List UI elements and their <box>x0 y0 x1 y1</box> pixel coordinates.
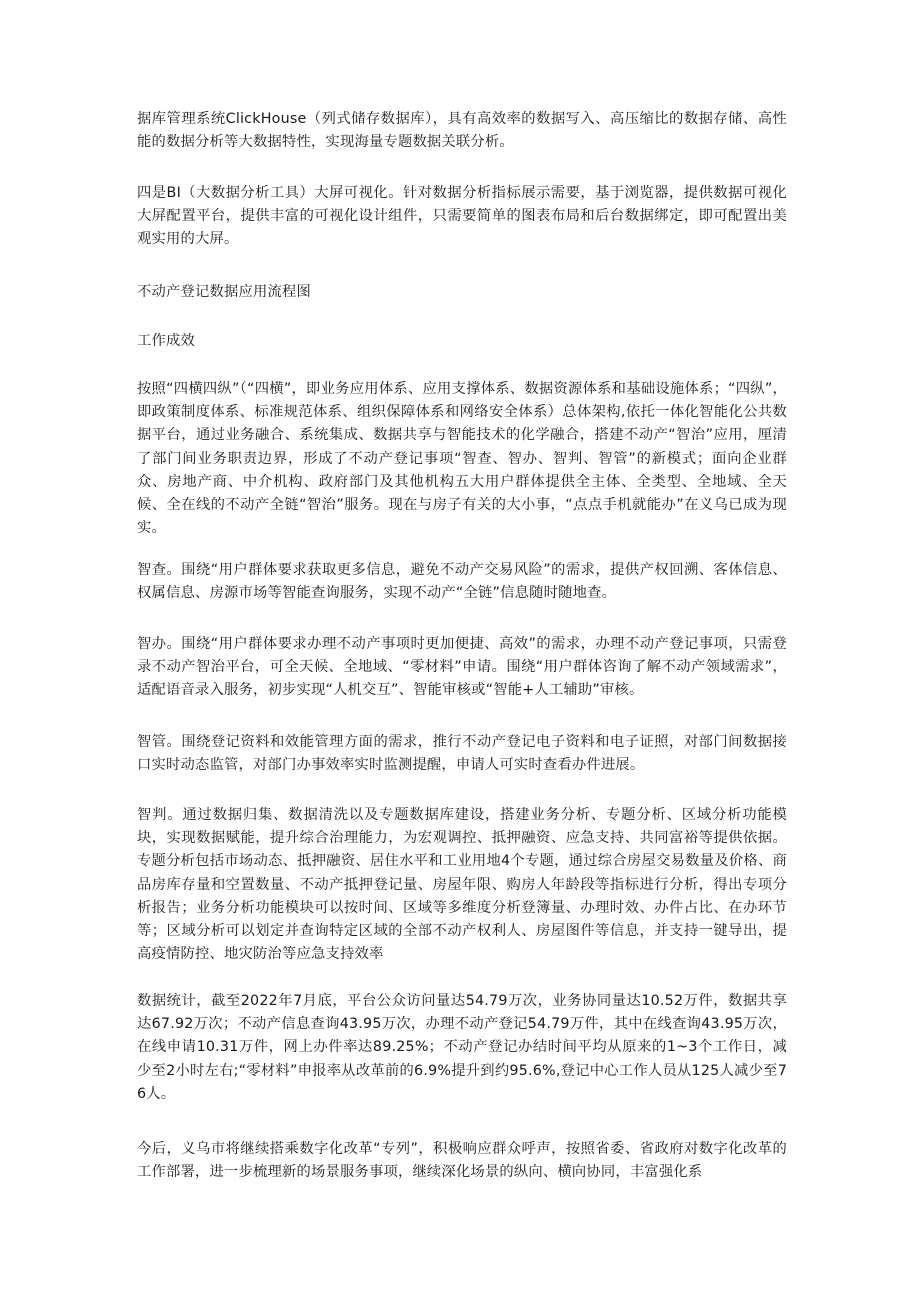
paragraph-smart-handling: 智办。围绕“用户群体要求办理不动产事项时更加便捷、高效”的需求，办理不动产登记事项，只需登录不动产智治平台，可全天候、全地域、“零材料”申请。围绕“用户群体咨询了解不动产领域需求”，适配语音录入服务，初步实现“人机交互”、智能审核或“智能+人工辅助”审核。 <box>137 636 787 699</box>
section-heading-results: 工作成效 <box>137 333 195 349</box>
caption-flowchart: 不动产登记数据应用流程图 <box>137 284 311 300</box>
paragraph-outlook: 今后，义乌市将继续搭乘数字化改革“专列”，积极响应群众呼声，按照省委、省政府对数字化改革的工作部署，进一步梳理新的场景服务事项，继续深化场景的纵向、横向协同，丰富强化系 <box>137 1141 787 1181</box>
paragraph-statistics: 数据统计，截至2022年7月底，平台公众访问量达54.79万次，业务协同量达10.52万件，数据共享达67.92万次；不动产信息查询43.95万次，办理不动产登记54.79万件，其中在线查询43.95万次，在线申请10.31万件，网上办件率达89.25%；不动产登记办结时间平均从原来的1~3个工作日，减少至2小时左右;“零材料”申报率从改革前的6.9%提升到约95.6%,登记中心工作人员从125人减少至76人。 <box>137 993 787 1102</box>
paragraph-bi-visualization: 四是BI（大数据分析工具）大屏可视化。针对数据分析指标展示需要，基于浏览器，提供数据可视化大屏配置平台，提供丰富的可视化设计组件，只需要简单的图表布局和后台数据绑定，即可配置出美观实用的大屏。 <box>137 185 787 248</box>
paragraph-smart-management: 智管。围绕登记资料和效能管理方面的需求，推行不动产登记电子资料和电子证照，对部门间数据接口实时动态监管，对部门办事效率实时监测提醒，申请人可实时查看办件进展。 <box>137 734 787 774</box>
paragraph-architecture: 按照“四横四纵”（“四横”，即业务应用体系、应用支撑体系、数据资源体系和基础设施体系；“四纵”，即政策制度体系、标准规范体系、组织保障体系和网络安全体系）总体架构,依托一体化智能化公共数据平台，通过业务融合、系统集成、数据共享与智能技术的化学融合，搭建不动产“智治”应用，厘清了部门间业务职责边界，形成了不动产登记事项“智查、智办、智判、智管”的新模式；面向企业群众、房地产商、中介机构、政府部门及其他机构五大用户群体提供全主体、全类型、全地域、全天候、全在线的不动产全链“智治”服务。现在与房子有关的大小事，“点点手机就能办”在义乌已成为现实。 <box>137 381 787 537</box>
paragraph-smart-judgement: 智判。通过数据归集、数据清洗以及专题数据库建设，搭建业务分析、专题分析、区域分析功能模块，实现数据赋能，提升综合治理能力，为宏观调控、抵押融资、应急支持、共同富裕等提供依据。专题分析包括市场动态、抵押融资、居住水平和工业用地4个专题，通过综合房屋交易数量及价格、商品房库存量和空置数量、不动产抵押登记量、房屋年限、购房人年龄段等指标进行分析，得出专项分析报告；业务分析功能模块可以按时间、区域等多维度分析登簿量、办理时效、办件占比、在办环节等；区域分析可以划定并查询特定区域的全部不动产权利人、房屋图件等信息，并支持一键导出，提高疫情防控、地灾防治等应急支持效率 <box>137 807 787 963</box>
paragraph-smart-query: 智查。围绕“用户群体要求获取更多信息，避免不动产交易风险”的需求，提供产权回溯、客体信息、权属信息、房源市场等智能查询服务，实现不动产“全链”信息随时随地查。 <box>137 562 787 602</box>
paragraph-clickhouse: 据库管理系统ClickHouse（列式储存数据库），具有高效率的数据写入、高压缩比的数据存储、高性能的数据分析等大数据特性，实现海量专题数据关联分析。 <box>137 111 787 151</box>
